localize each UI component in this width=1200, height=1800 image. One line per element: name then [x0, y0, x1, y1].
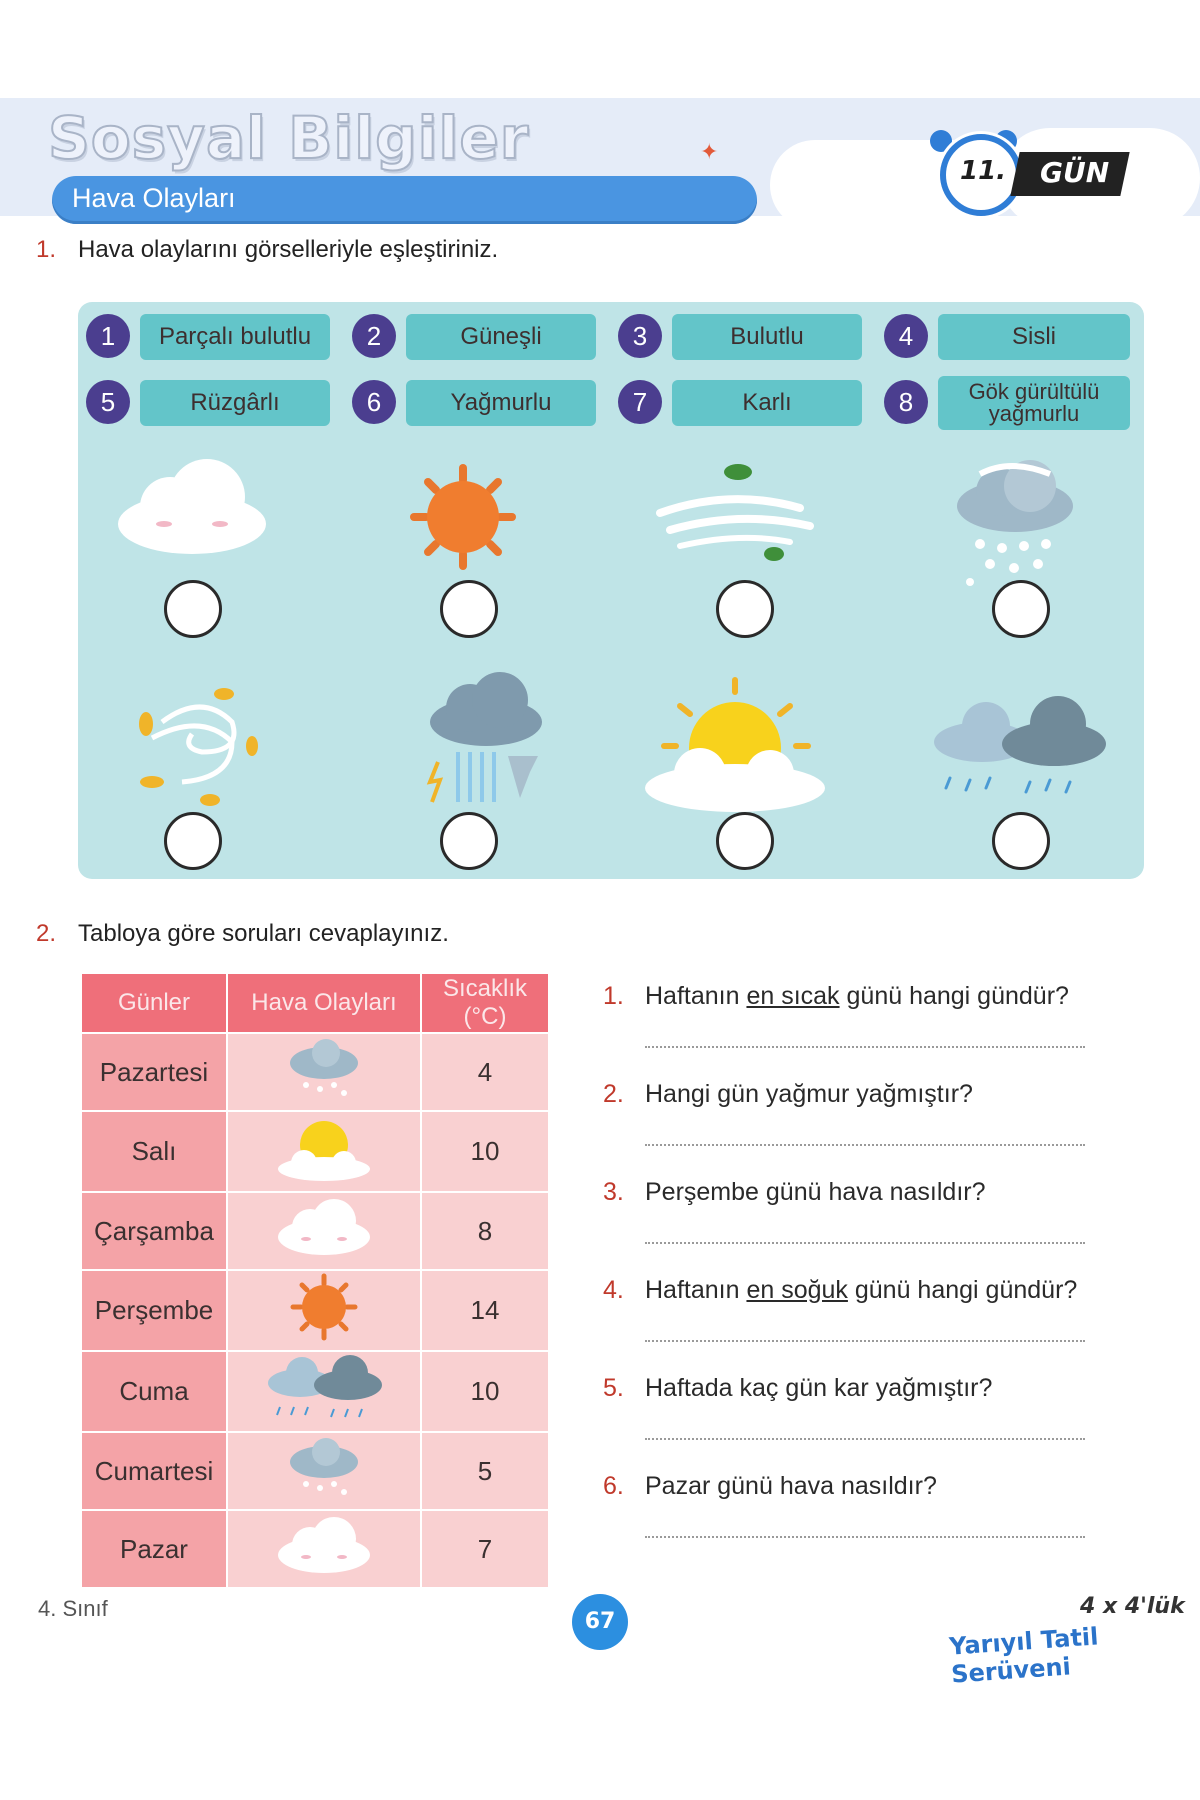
snow-cloud-icon [284, 1037, 364, 1101]
sub-question-number: 1. [603, 982, 624, 1010]
snow-cloud-icon [284, 1436, 364, 1500]
topic-title: Hava Olayları [72, 183, 236, 213]
answer-line[interactable] [645, 1242, 1085, 1244]
day-number: 11. [960, 156, 1007, 186]
label-number: 8 [884, 380, 928, 424]
label-number: 1 [86, 314, 130, 358]
table-row [81, 1510, 549, 1588]
day-cell: Cuma [81, 1351, 227, 1432]
cloud-icon [274, 1195, 374, 1261]
temperature-cell: 7 [421, 1510, 549, 1588]
weather-cell [227, 1111, 421, 1192]
whirlwind-icon [132, 682, 262, 812]
sub-question-text: Haftanın en sıcak günü hangi gündür? [645, 982, 1069, 1010]
cloud-icon [112, 452, 272, 562]
sun-behind-cloud-icon [274, 1113, 374, 1183]
weather-cell [227, 1351, 421, 1432]
answer-line[interactable] [645, 1340, 1085, 1342]
rain-clouds-icon [930, 694, 1110, 814]
day-cell: Pazartesi [81, 1033, 227, 1111]
answer-circle[interactable] [992, 812, 1050, 870]
weather-label: Parçalı bulutlu [140, 314, 330, 360]
answer-circle[interactable] [164, 580, 222, 638]
answer-circle[interactable] [440, 580, 498, 638]
weather-table [80, 972, 550, 1589]
sub-question-text: Perşembe günü hava nasıldır? [645, 1178, 986, 1206]
table-row [81, 1432, 549, 1510]
brand-series: 4 x 4'lük [1080, 1594, 1185, 1619]
snow-cloud-icon [950, 456, 1080, 596]
day-cell: Salı [81, 1111, 227, 1192]
sun-icon [408, 462, 518, 572]
sub-question-text: Pazar günü hava nasıldır? [645, 1472, 937, 1500]
day-cell: Perşembe [81, 1270, 227, 1351]
table-row [81, 1033, 549, 1111]
rain-clouds-icon [264, 1353, 384, 1423]
label-number: 5 [86, 380, 130, 424]
sub-question-number: 6. [603, 1472, 624, 1500]
day-cell: Cumartesi [81, 1432, 227, 1510]
day-cell: Pazar [81, 1510, 227, 1588]
sub-question-text: Hangi gün yağmur yağmıştır? [645, 1080, 973, 1108]
question-number: 1. [36, 236, 57, 263]
weather-cell [227, 1033, 421, 1111]
wind-icon [650, 458, 820, 568]
table-row [81, 1270, 549, 1351]
temperature-cell: 5 [421, 1432, 549, 1510]
weather-cell [227, 1270, 421, 1351]
temperature-cell: 14 [421, 1270, 549, 1351]
table-header: Sıcaklık (°C) [421, 973, 549, 1033]
sun-icon [289, 1272, 359, 1342]
grade-label: 4. Sınıf [38, 1596, 108, 1621]
weather-label: Gök gürültülü yağmurlu [938, 376, 1130, 430]
temperature-cell: 10 [421, 1351, 549, 1432]
cloud-icon [274, 1513, 374, 1579]
day-cell: Çarşamba [81, 1192, 227, 1270]
sun-behind-cloud-icon [640, 676, 830, 816]
weather-label: Sisli [938, 314, 1130, 360]
weather-label: Karlı [672, 380, 862, 426]
table-header: Günler [81, 973, 227, 1033]
weather-label: Rüzgârlı [140, 380, 330, 426]
brand-title: Yarıyıl Tatil Serüveni [948, 1622, 1100, 1689]
weather-cell [227, 1432, 421, 1510]
weather-cell [227, 1510, 421, 1588]
sub-question-number: 3. [603, 1178, 624, 1206]
weather-label: Bulutlu [672, 314, 862, 360]
question-text: Tabloya göre soruları cevaplayınız. [78, 920, 449, 947]
label-number: 6 [352, 380, 396, 424]
answer-circle[interactable] [716, 580, 774, 638]
table-row [81, 1111, 549, 1192]
table-header: Hava Olayları [227, 973, 421, 1033]
page-number: 67 [572, 1594, 628, 1650]
label-number: 2 [352, 314, 396, 358]
question-number: 2. [36, 920, 57, 947]
question-text: Hava olaylarını görselleriyle eşleştiriniz. [78, 236, 499, 263]
sub-question-number: 4. [603, 1276, 624, 1304]
weather-cell [227, 1192, 421, 1270]
weather-label: Güneşli [406, 314, 596, 360]
thunderstorm-icon [418, 672, 548, 812]
answer-circle[interactable] [716, 812, 774, 870]
weather-label: Yağmurlu [406, 380, 596, 426]
label-number: 7 [618, 380, 662, 424]
sub-question-number: 5. [603, 1374, 624, 1402]
answer-line[interactable] [645, 1536, 1085, 1538]
table-row [81, 1192, 549, 1270]
answer-circle[interactable] [992, 580, 1050, 638]
answer-line[interactable] [645, 1144, 1085, 1146]
answer-line[interactable] [645, 1046, 1085, 1048]
subject-title: Sosyal Bilgiler [48, 104, 530, 172]
star-icon: ✦ [700, 140, 719, 165]
answer-line[interactable] [645, 1438, 1085, 1440]
label-number: 3 [618, 314, 662, 358]
temperature-cell: 4 [421, 1033, 549, 1111]
sub-question-text: Haftada kaç gün kar yağmıştır? [645, 1374, 993, 1402]
temperature-cell: 10 [421, 1111, 549, 1192]
day-label: GÜN [1040, 156, 1110, 189]
sub-question-number: 2. [603, 1080, 624, 1108]
temperature-cell: 8 [421, 1192, 549, 1270]
table-row [81, 1351, 549, 1432]
answer-circle[interactable] [440, 812, 498, 870]
sub-question-text: Haftanın en soğuk günü hangi gündür? [645, 1276, 1078, 1304]
answer-circle[interactable] [164, 812, 222, 870]
label-number: 4 [884, 314, 928, 358]
